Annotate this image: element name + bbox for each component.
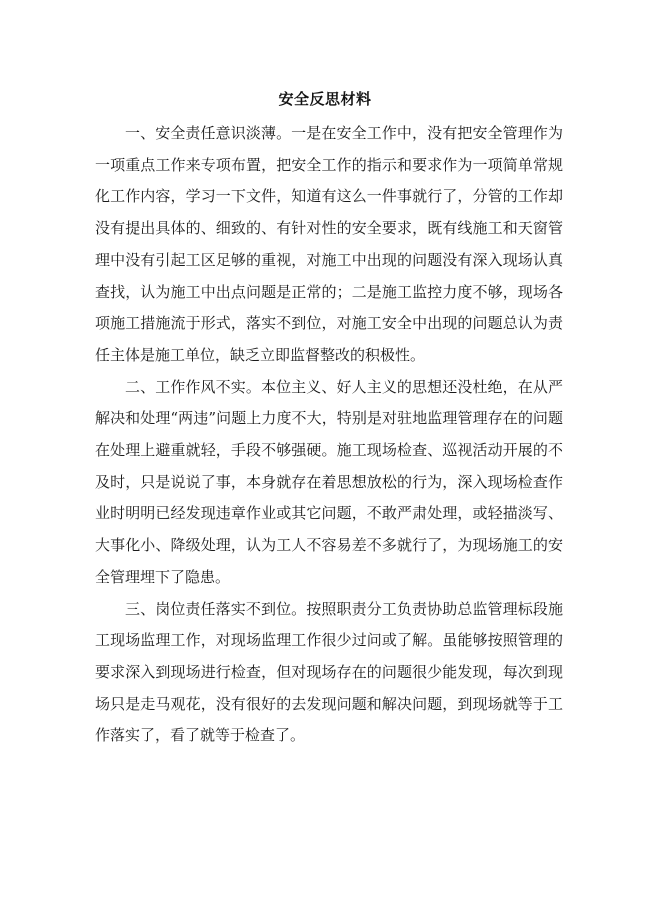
document-body bbox=[95, 118, 563, 752]
paragraph-post-responsibility: 三、岗位责任落实不到位。按照职责分工负责协助总监管理标段施工现场监理工作，对现场监理工作很少过问或了解。虽能够按照管理的要求深入到现场进行检查，但对现场存在的问题很少能发现，每次到现场只是走马观花，没有很好的去发现问题和解决问题，到现场就等于工作落实了，看了就等于检查了。 bbox=[95, 599, 563, 745]
paragraph-safety-responsibility: 一、安全责任意识淡薄。一是在安全工作中，没有把安全管理作为一项重点工作来专项布置，把安全工作的指示和要求作为一项简单常规化工作内容，学习一下文件，知道有这么一件事就行了，分管的工作却没有提出具体的、细致的、有针对性的安全要求，既有线施工和天窗管理中没有引起工区足够的重视，对施工中出现的问题没有深入现场认真查找，认为施工中出点问题是正常的；二是施工监控力度不够，现场各项施工措施流于形式，落实不到位，对施工安全中出现的问题总认为责任主体是施工单位，缺乏立即监督整改的积极性。 bbox=[95, 124, 563, 364]
document-title: 安全反思材料 bbox=[278, 90, 372, 108]
paragraph-work-style: 二、工作作风不实。本位主义、好人主义的思想还没杜绝，在从严解决和处理“两违”问题上力度不大，特别是对驻地监理管理存在的问题在处理上避重就轻，手段不够强硬。施工现场检查、巡视活动开展的不及时，只是说说了事，本身就存在着思想放松的行为，深入现场检查作业时明明已经发现违章作业或其它问题，不敢严肃处理，或轻描淡写、大事化小、降级处理，认为工人不容易差不多就行了，为现场施工的安全管理埋下了隐患。 bbox=[95, 377, 563, 586]
